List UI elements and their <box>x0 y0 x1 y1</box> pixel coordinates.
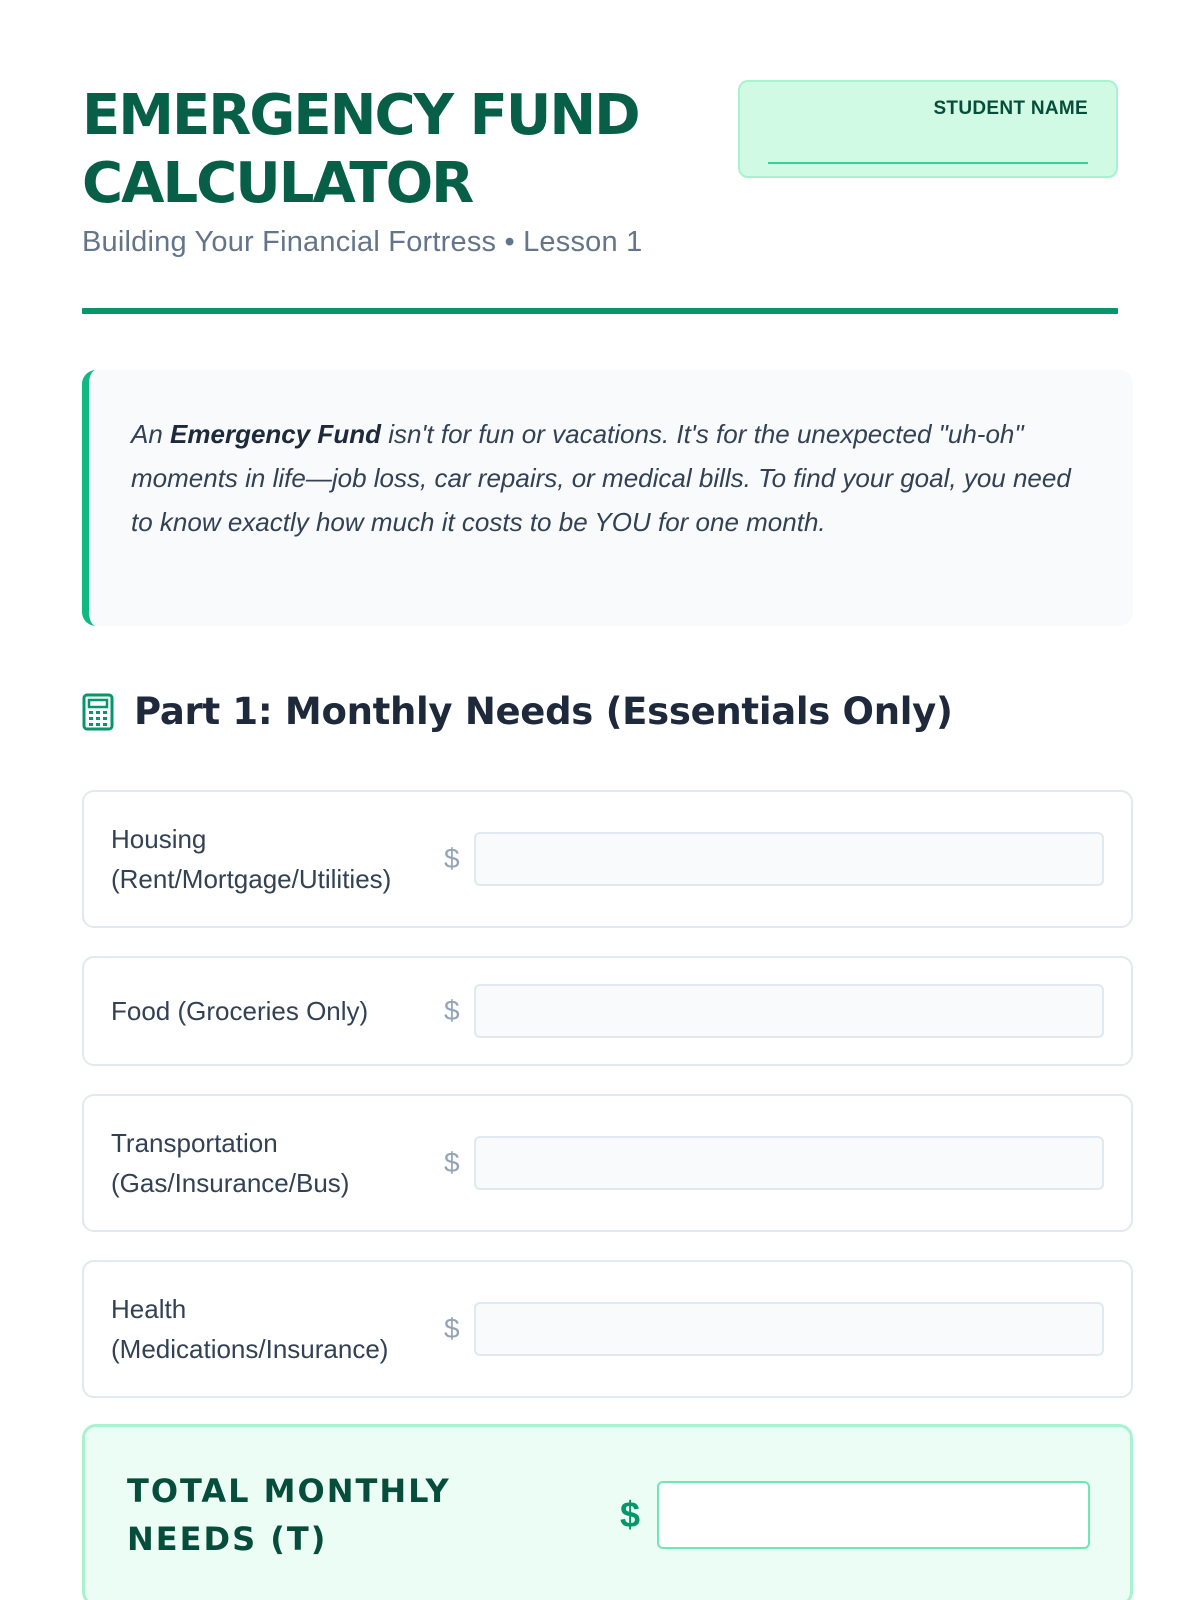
student-name-field[interactable] <box>768 162 1088 164</box>
health-amount-input[interactable] <box>474 1302 1104 1356</box>
intro-prefix: An <box>131 419 171 449</box>
expense-label: Health (Medications/Insurance) <box>111 1294 389 1364</box>
page-title: EMERGENCY FUND CALCULATOR <box>82 83 639 216</box>
calculator-icon <box>82 693 114 731</box>
housing-amount-input[interactable] <box>474 832 1104 886</box>
student-name-box <box>738 80 1118 178</box>
section-heading-part1 <box>82 690 953 733</box>
dollar-sign: $ <box>444 995 460 1026</box>
total-dollar-sign: $ <box>620 1494 641 1535</box>
expense-row-health <box>82 1260 1133 1398</box>
total-amount-input[interactable] <box>657 1481 1090 1549</box>
intro-callout <box>82 370 1133 626</box>
total-label: TOTAL MONTHLY NEEDS (T) <box>127 1472 451 1558</box>
total-monthly-needs-box <box>82 1424 1133 1600</box>
header-divider <box>82 308 1118 314</box>
expense-label: Housing (Rent/Mortgage/Utilities) <box>111 824 392 894</box>
dollar-sign: $ <box>444 1313 460 1344</box>
intro-body: isn't for fun or vacations. It's for the unexpected "uh-oh" moments in life—job loss, car repairs, or medical bills. To find your goal, you need to know exactly how much it costs to be YOU for one month. <box>131 419 1071 537</box>
dollar-sign: $ <box>444 1147 460 1178</box>
food-amount-input[interactable] <box>474 984 1104 1038</box>
transportation-amount-input[interactable] <box>474 1136 1104 1190</box>
intro-emphasis: Emergency Fund <box>170 419 381 449</box>
section-title: Part 1: Monthly Needs (Essentials Only) <box>134 690 953 733</box>
expense-label: Food (Groceries Only) <box>111 996 369 1026</box>
expense-row-housing <box>82 790 1133 928</box>
dollar-sign: $ <box>444 843 460 874</box>
expense-row-transportation <box>82 1094 1133 1232</box>
expense-row-food <box>82 956 1133 1066</box>
worksheet-header <box>82 0 1118 316</box>
page-subtitle: Building Your Financial Fortress • Lesson 1 <box>82 226 643 258</box>
expense-label: Transportation (Gas/Insurance/Bus) <box>111 1128 350 1198</box>
student-name-label: STUDENT NAME <box>933 98 1088 119</box>
